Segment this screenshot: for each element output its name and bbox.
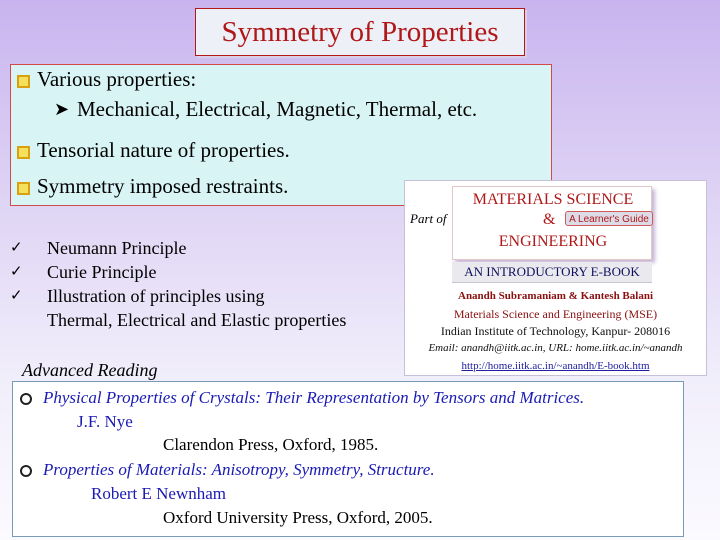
check-icon: ✓ [10, 238, 23, 256]
ebook-department: Materials Science and Engineering (MSE) [453, 307, 658, 321]
point-symmetry: Symmetry imposed restraints. [37, 174, 289, 198]
point-tensorial: Tensorial nature of properties. [37, 138, 290, 162]
slide-title: Symmetry of Properties [221, 15, 499, 48]
point-property-types: Mechanical, Electrical, Magnetic, Thermal, etc. [77, 97, 478, 121]
arrow-bullet-icon: ➤ [54, 99, 70, 119]
advanced-reading-label: Advanced Reading [22, 360, 158, 380]
ebook-title-line2: ENGINEERING [498, 233, 608, 250]
circle-bullet-icon [20, 465, 32, 477]
check-icon: ✓ [10, 286, 23, 304]
ebook-contact: Email: anandh@iitk.ac.in, URL: home.iitk.ac.in/~anandh [428, 342, 683, 354]
check-icon: ✓ [10, 262, 23, 280]
ebook-subtitle: AN INTRODUCTORY E-BOOK [452, 262, 652, 283]
ebook-institute: Indian Institute of Technology, Kanpur- 208016 [440, 324, 671, 338]
square-bullet-icon [17, 146, 30, 159]
square-bullet-icon [17, 75, 30, 88]
ebook-authors: Anandh Subramaniam & Kantesh Balani [458, 290, 653, 302]
ebook-amp: & [543, 211, 556, 228]
reference-title: Physical Properties of Crystals: Their Representation by Tensors and Matrices. [43, 388, 585, 407]
reference-author: Robert E Newnham [91, 484, 227, 503]
ebook-title-line1: MATERIALS SCIENCE [472, 191, 634, 208]
learners-guide-badge: A Learner's Guide [565, 211, 653, 226]
reference-author: J.F. Nye [77, 412, 133, 431]
title-box [195, 8, 525, 56]
reference-publisher: Oxford University Press, Oxford, 2005. [163, 508, 433, 527]
ebook-logo [452, 186, 652, 260]
reference-publisher: Clarendon Press, Oxford, 1985. [163, 435, 379, 454]
ebook-link[interactable]: http://home.iitk.ac.in/~anandh/E-book.htm [461, 360, 650, 372]
part-of-label: Part of [410, 211, 447, 226]
references-box [12, 381, 684, 537]
reference-title: Properties of Materials: Anisotropy, Symmetry, Structure. [43, 460, 435, 479]
point-various-properties: Various properties: [37, 67, 197, 91]
square-bullet-icon [17, 182, 30, 195]
circle-bullet-icon [20, 393, 32, 405]
